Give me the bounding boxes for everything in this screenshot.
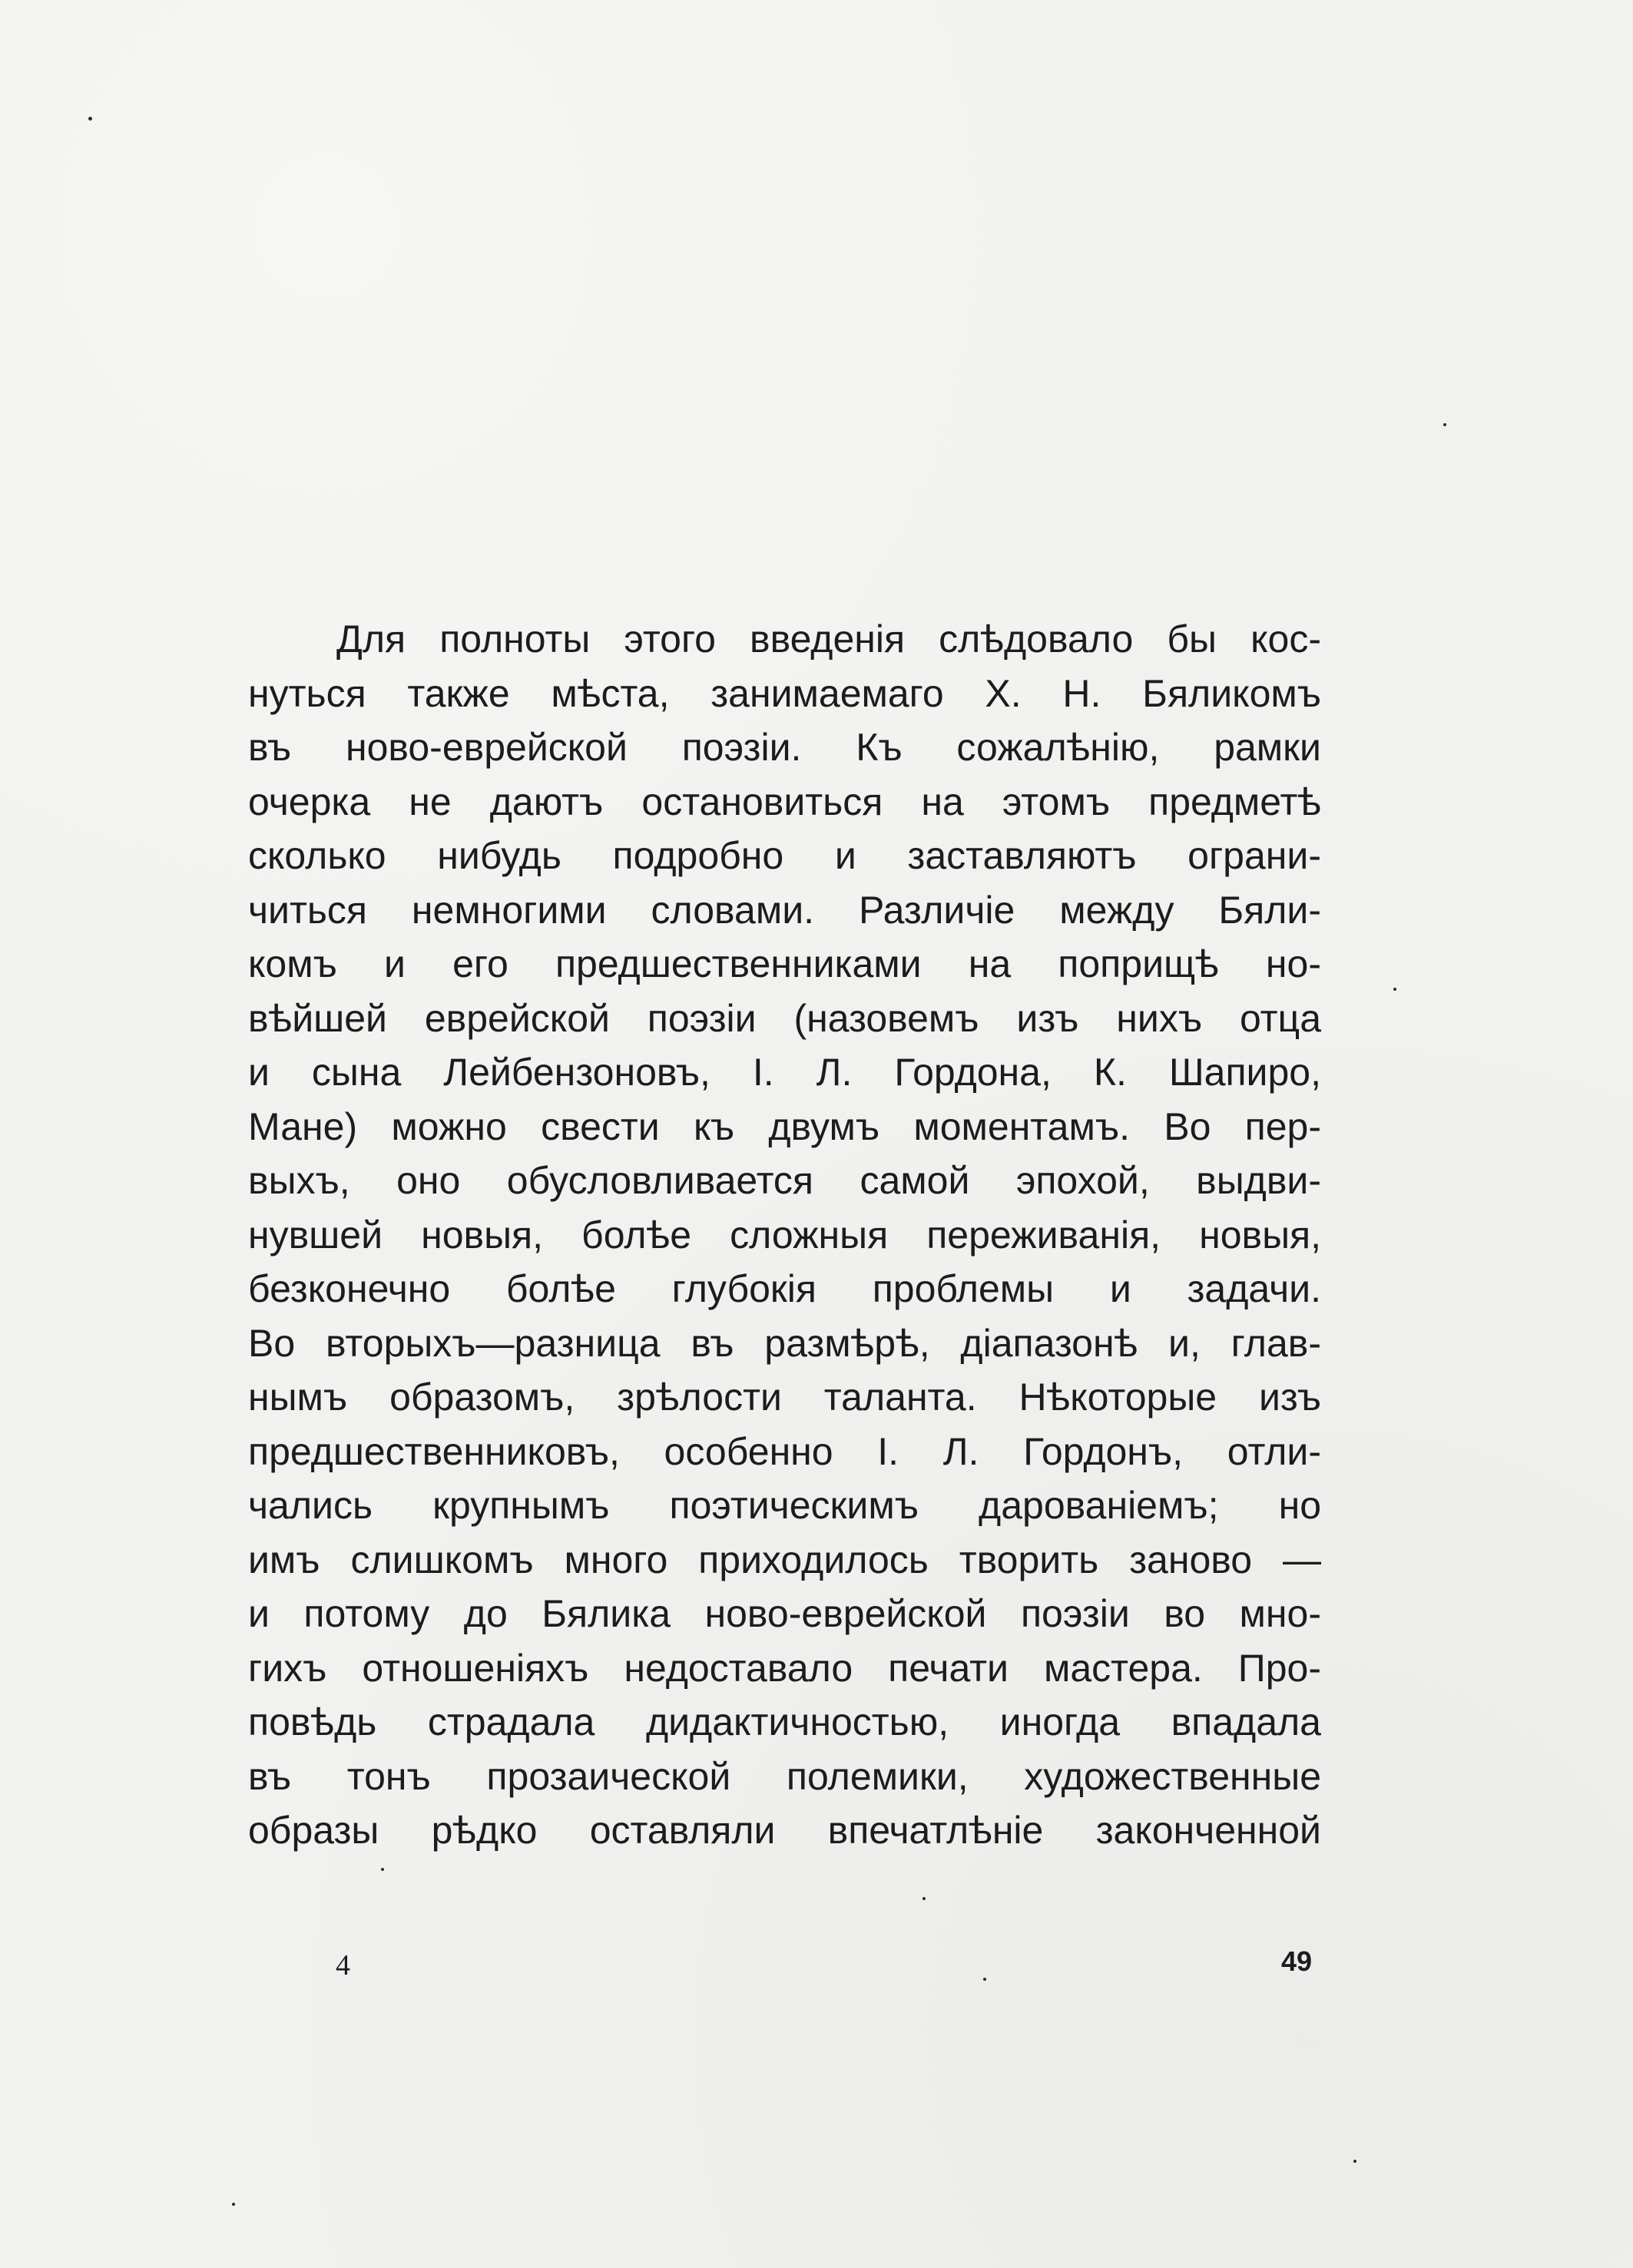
text-line: Мане) можно свести къ двумъ моментамъ. Во пер-: [248, 1104, 1321, 1148]
text-line: образы рѣдко оставляли впечатлѣніе законченной: [248, 1809, 1321, 1852]
text-line: нувшей новыя, болѣе сложныя переживанія, новыя,: [248, 1213, 1321, 1257]
text-line: Для полноты этого введенія слѣдовало бы кос-: [336, 617, 1321, 661]
text-line: чались крупнымъ поэтическимъ дарованіемъ; но: [248, 1484, 1321, 1527]
text-line: комъ и его предшественниками на поприщѣ но-: [248, 942, 1321, 985]
body-text: [248, 612, 1321, 1858]
text-line: вѣйшей еврейской поэзіи (назовемъ изъ нихъ отца: [248, 996, 1321, 1040]
print-speck: [922, 1897, 926, 1900]
print-speck: [232, 2203, 235, 2206]
text-line: нымъ образомъ, зрѣлости таланта. Нѣкоторые изъ: [248, 1376, 1321, 1419]
print-speck: [1393, 988, 1396, 991]
text-line: и потому до Бялика ново-еврейской поэзіи во мно-: [248, 1592, 1321, 1635]
print-speck: [1353, 2160, 1356, 2163]
text-line: въ ново-еврейской поэзіи. Къ сожалѣнію, рамки: [248, 726, 1321, 769]
text-line: предшественниковъ, особенно І. Л. Гордонъ, отли-: [248, 1429, 1321, 1473]
signature-mark: 4: [336, 1949, 350, 1982]
text-line: безконечно болѣе глубокія проблемы и задачи.: [248, 1267, 1321, 1310]
text-line: и сына Лейбензоновъ, І. Л. Гордона, К. Шапиро,: [248, 1051, 1321, 1094]
text-line: нуться также мѣста, занимаемаго Х. Н. Бяликомъ: [248, 671, 1321, 715]
text-line: въ тонъ прозаической полемики, художественные: [248, 1754, 1321, 1798]
print-speck: [1443, 423, 1446, 426]
text-line: Во вторыхъ—разница въ размѣрѣ, діапазонѣ и, глав-: [248, 1321, 1321, 1365]
text-line: читься немногими словами. Различіе между Бяли-: [248, 888, 1321, 932]
text-line: сколько нибудь подробно и заставляютъ ограни-: [248, 834, 1321, 877]
text-line: повѣдь страдала дидактичностью, иногда впадала: [248, 1700, 1321, 1743]
print-speck: [983, 1978, 986, 1981]
text-line: очерка не даютъ остановиться на этомъ предметѣ: [248, 780, 1321, 823]
print-speck: [381, 1868, 384, 1871]
print-speck: [88, 117, 92, 121]
page-number: 49: [1281, 1945, 1313, 1977]
text-line: гихъ отношеніяхъ недоставало печати мастера. Про-: [248, 1646, 1321, 1690]
text-line: имъ слишкомъ много приходилось творить заново —: [248, 1538, 1321, 1581]
text-line: выхъ, оно обусловливается самой эпохой, выдви-: [248, 1159, 1321, 1202]
